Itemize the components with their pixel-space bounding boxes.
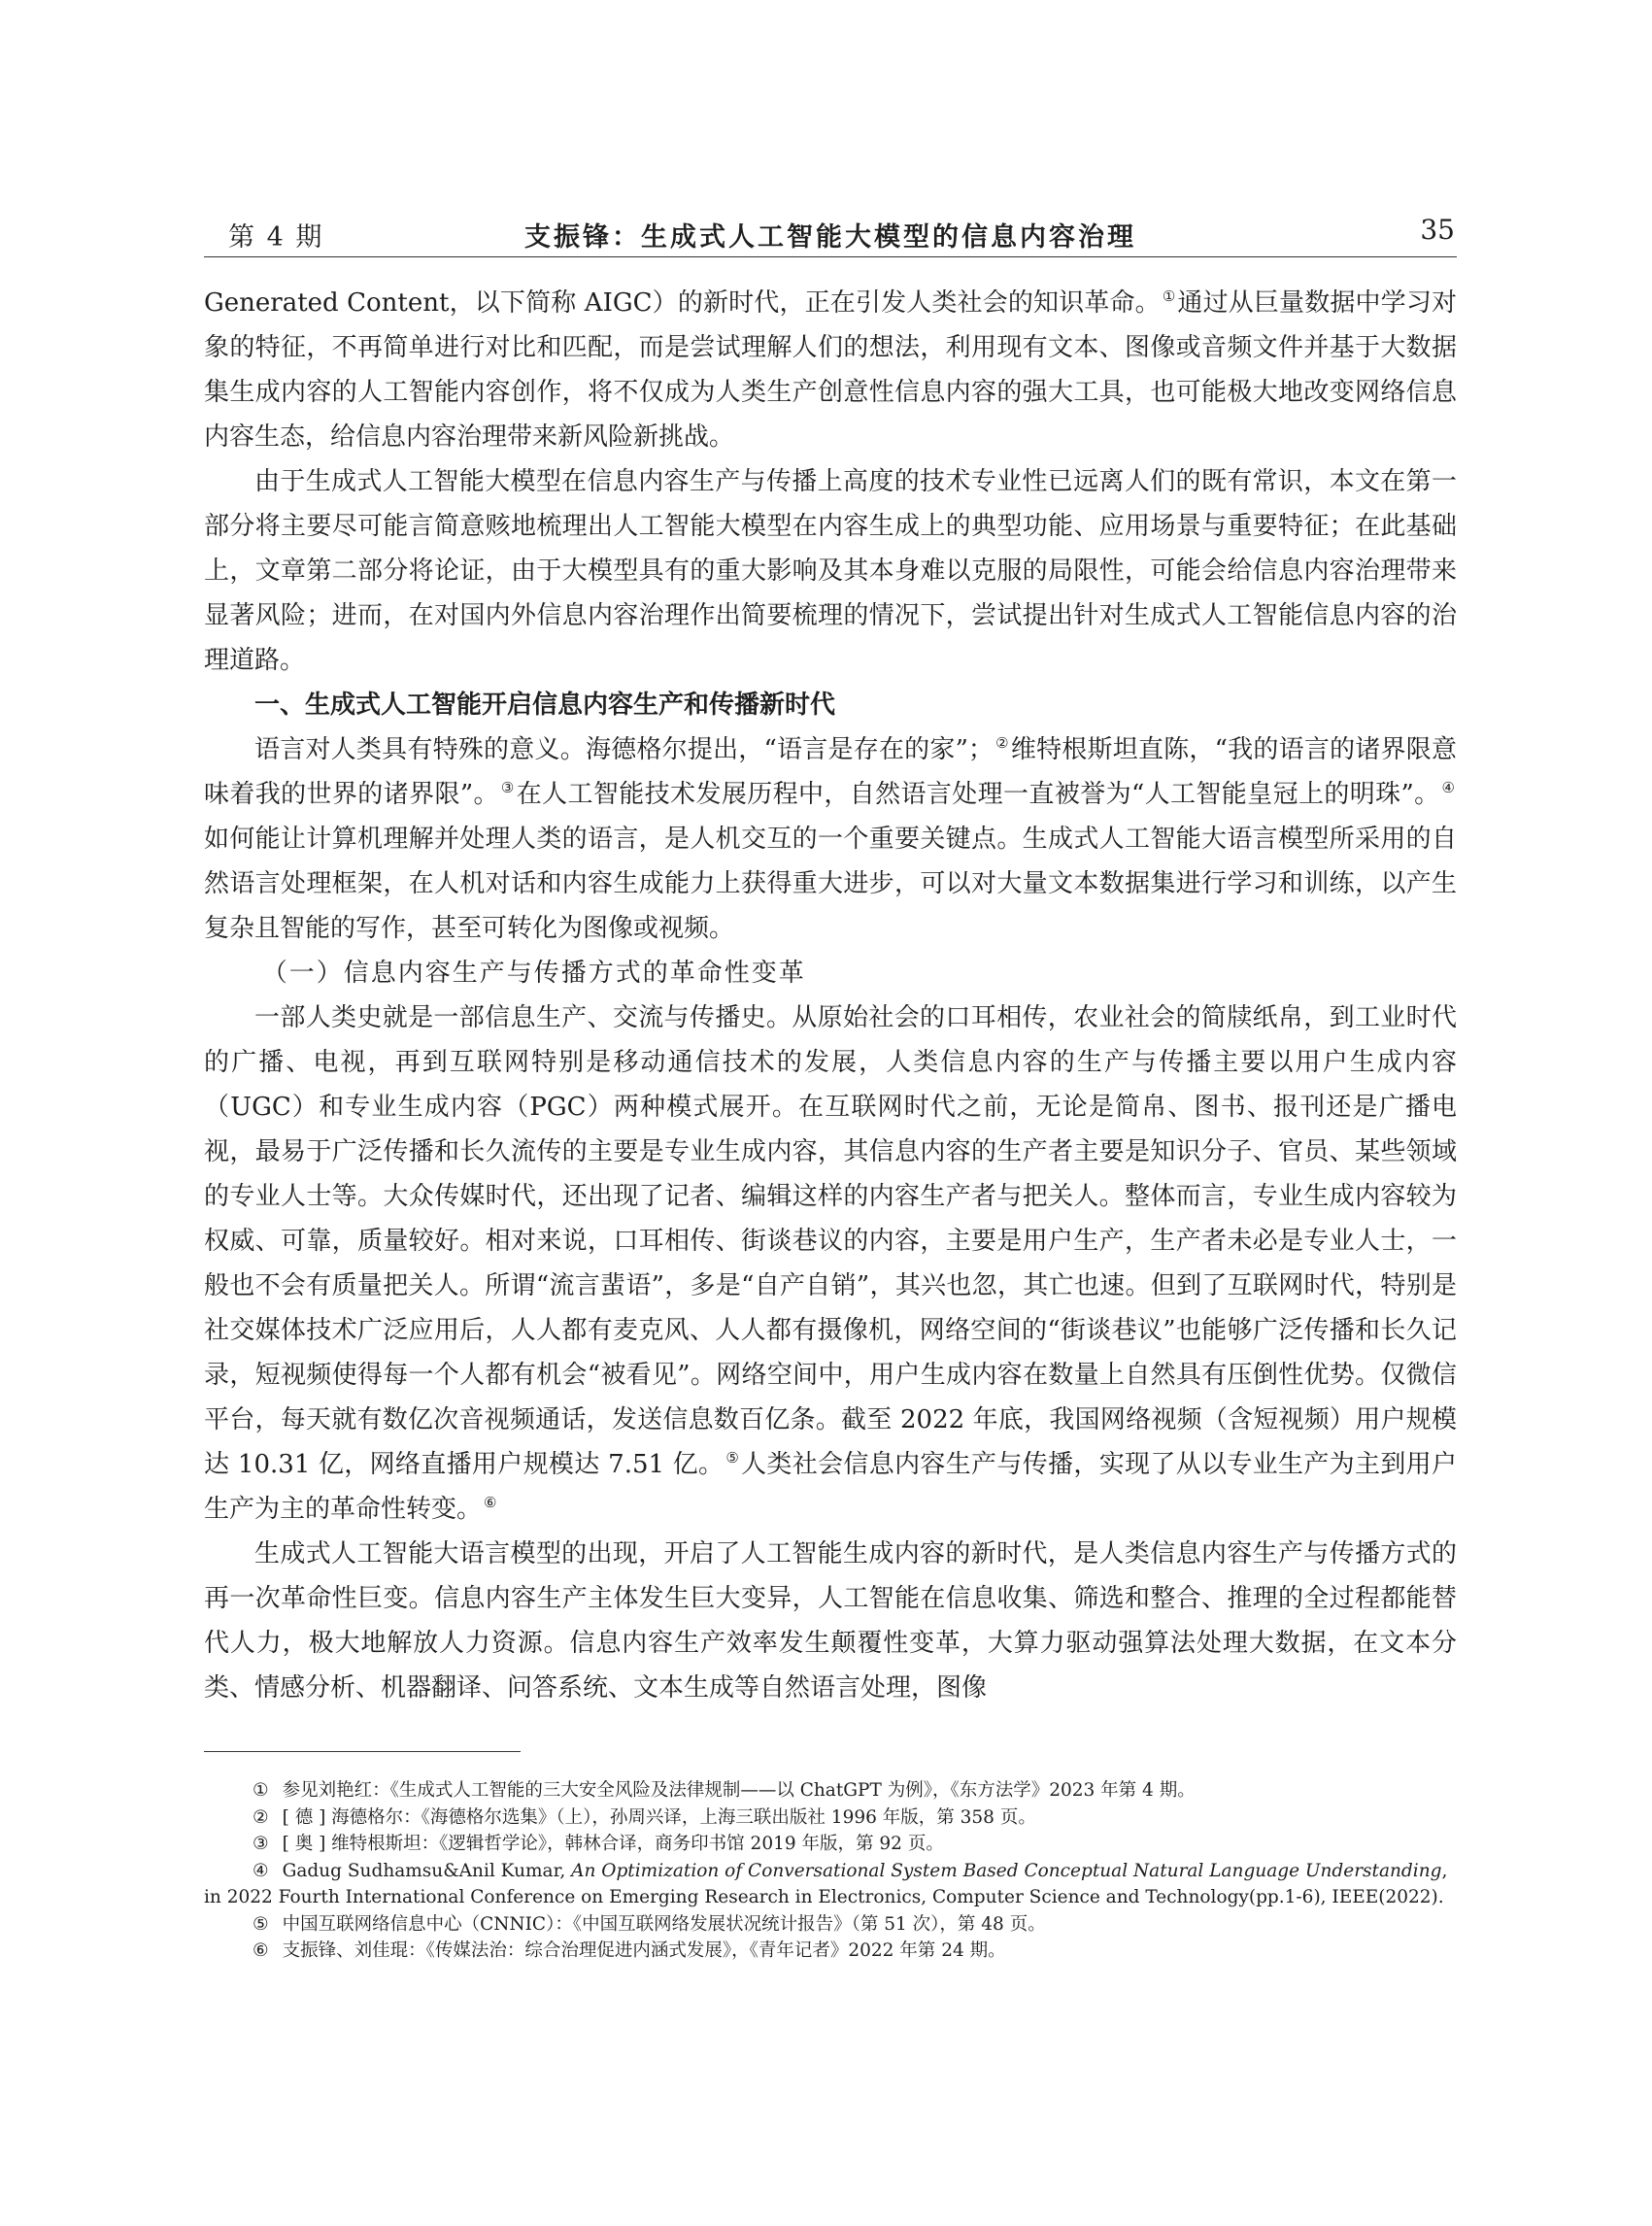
footnote-ref-2[interactable]: ② — [995, 734, 1009, 752]
paragraph-1 — [204, 281, 1457, 459]
footnote-text: 支振锋、刘佳琨：《传媒法治：综合治理促进内涵式发展》，《青年记者》2022 年第 24 期。 — [282, 1940, 1006, 1961]
footnote-authors: Gadug Sudhamsu&Anil Kumar, — [282, 1860, 572, 1881]
footnote-text: [ 奥 ] 维特根斯坦：《逻辑哲学论》，韩林合译，商务印书馆 2019 年版，第 92 页。 — [282, 1834, 944, 1854]
article-body — [204, 281, 1457, 1710]
footnote-3 — [204, 1831, 1457, 1858]
paragraph-3 — [204, 727, 1457, 951]
paragraph-text: 在人工智能技术发展历程中，自然语言处理一直被誉为“人工智能皇冠上的明珠”。 — [516, 780, 1440, 809]
paragraph-text: Generated Content，以下简称 AIGC）的新时代，正在引发人类社会的知识革命。 — [204, 288, 1161, 318]
journal-page — [204, 212, 1457, 1965]
issue-label: 第 4 期 — [228, 222, 324, 253]
footnote-text: [ 德 ] 海德格尔：《海德格尔选集》（上），孙周兴译，上海三联出版社 1996 年版，第 358 页。 — [282, 1806, 1036, 1828]
footnote-divider — [204, 1751, 521, 1752]
footnote-mark: ⑥ — [253, 1940, 269, 1961]
footnote-ref-6[interactable]: ⑥ — [484, 1494, 497, 1511]
running-header — [204, 212, 1457, 257]
footnote-1 — [204, 1777, 1457, 1804]
paragraph-text: 维特根斯坦直陈，“我的语言的诸界限意味着我的世界的诸界限”。 — [204, 735, 1457, 809]
footnote-text: , in 2022 Fourth International Conference on Emerging Research in Electronics, Computer Science and Technology(pp.1-6), IEEE(2022). — [204, 1860, 1448, 1907]
footnote-text: 参见刘艳红：《生成式人工智能的三大安全风险及法律规制——以 ChatGPT 为例》，《东方法学》2023 年第 4 期。 — [282, 1780, 1196, 1801]
footnotes — [204, 1777, 1457, 1965]
footnote-2 — [204, 1804, 1457, 1832]
running-title: 支振锋：生成式人工智能大模型的信息内容治理 — [524, 222, 1136, 253]
footnote-ref-4[interactable]: ④ — [1441, 779, 1455, 796]
footnote-mark: ⑤ — [253, 1913, 269, 1935]
subsection-heading-1: （一）信息内容生产与传播方式的革命性变革 — [261, 959, 806, 988]
paragraph-text: 通过从巨量数据中学习对象的特征，不再简单进行对比和匹配，而是尝试理解人们的想法，利用现有文本、图像或音频文件并基于大数据集生成内容的人工智能内容创作，将不仅成为人类生产创意性信息内容的强大工具，也可能极大地改变网络信息内容生态，给信息内容治理带来新风险新挑战。 — [204, 288, 1457, 452]
footnote-6 — [204, 1938, 1457, 1965]
section-heading-1: 一、生成式人工智能开启信息内容生产和传播新时代 — [254, 691, 836, 720]
paragraph-4 — [204, 995, 1457, 1532]
footnote-4 — [204, 1858, 1457, 1911]
footnote-mark: ④ — [253, 1860, 269, 1881]
paragraph-text: 语言对人类具有特殊的意义。海德格尔提出，“语言是存在的家”； — [254, 735, 994, 764]
footnote-ref-1[interactable]: ① — [1162, 287, 1176, 305]
footnote-5 — [204, 1911, 1457, 1939]
footnote-mark: ② — [253, 1806, 269, 1828]
paragraph-5: 生成式人工智能大语言模型的出现，开启了人工智能生成内容的新时代，是人类信息内容生产与传播方式的再一次革命性巨变。信息内容生产主体发生巨大变异，人工智能在信息收集、筛选和整合、推理的全过程都能替代人力，极大地解放人力资源。信息内容生产效率发生颠覆性变革，大算力驱动强算法处理大数据，在文本分类、情感分析、机器翻译、问答系统、文本生成等自然语言处理，图像 — [204, 1539, 1457, 1703]
footnote-paper-title: An Optimization of Conversational System Based Conceptual Natural Language Understanding — [571, 1860, 1442, 1881]
footnote-mark: ③ — [253, 1834, 269, 1854]
paragraph-2: 由于生成式人工智能大模型在信息内容生产与传播上高度的技术专业性已远离人们的既有常识，本文在第一部分将主要尽可能言简意赅地梳理出人工智能大模型在内容生成上的典型功能、应用场景与重要特征；在此基础上，文章第二部分将论证，由于大模型具有的重大影响及其本身难以克服的局限性，可能会给信息内容治理带来显著风险；进而，在对国内外信息内容治理作出简要梳理的情况下，尝试提出针对生成式人工智能信息内容的治理道路。 — [204, 467, 1457, 675]
footnote-mark: ① — [253, 1780, 269, 1801]
paragraph-text: 一部人类史就是一部信息生产、交流与传播史。从原始社会的口耳相传，农业社会的简牍纸帛，到工业时代的广播、电视，再到互联网特别是移动通信技术的发展，人类信息内容的生产与传播主要以用户生成内容（UGC）和专业生成内容（PGC）两种模式展开。在互联网时代之前，无论是简帛、图书、报刊还是广播电视，最易于广泛传播和长久流传的主要是专业生成内容，其信息内容的生产者主要是知识分子、官员、某些领域的专业人士等。大众传媒时代，还出现了记者、编辑这样的内容生产者与把关人。整体而言，专业生成内容较为权威、可靠，质量较好。相对来说，口耳相传、街谈巷议的内容，主要是用户生产，生产者未必是专业人士，一般也不会有质量把关人。所谓“流言蜚语”，多是“自产自销”，其兴也忽，其亡也速。但到了互联网时代，特别是社交媒体技术广泛应用后，人人都有麦克风、人人都有摄像机，网络空间的“街谈巷议”也能够广泛传播和长久记录，短视频使得每一个人都有机会“被看见”。网络空间中，用户生成内容在数量上自然具有压倒性优势。仅微信平台，每天就有数亿次音视频通话，发送信息数百亿条。截至 2022 年底，我国网络视频（含短视频）用户规模达 10.31 亿，网络直播用户规模达 7.51 亿。 — [204, 1003, 1457, 1479]
paragraph-text: 如何能让计算机理解并处理人类的语言，是人机交互的一个重要关键点。生成式人工智能大语言模型所采用的自然语言处理框架，在人机对话和内容生成能力上获得重大进步，可以对大量文本数据集进行学习和训练，以产生复杂且智能的写作，甚至可转化为图像或视频。 — [204, 825, 1457, 943]
footnote-text: 中国互联网络信息中心（CNNIC）：《中国互联网络发展状况统计报告》（第 51 次），第 48 页。 — [282, 1913, 1046, 1935]
page-number: 35 — [1420, 214, 1455, 246]
footnote-ref-5[interactable]: ⑤ — [725, 1449, 740, 1467]
paragraph-text: 人类社会信息内容生产与传播，实现了从以专业生产为主到用户生产为主的革命性转变。 — [204, 1450, 1457, 1524]
footnote-ref-3[interactable]: ③ — [500, 779, 515, 796]
